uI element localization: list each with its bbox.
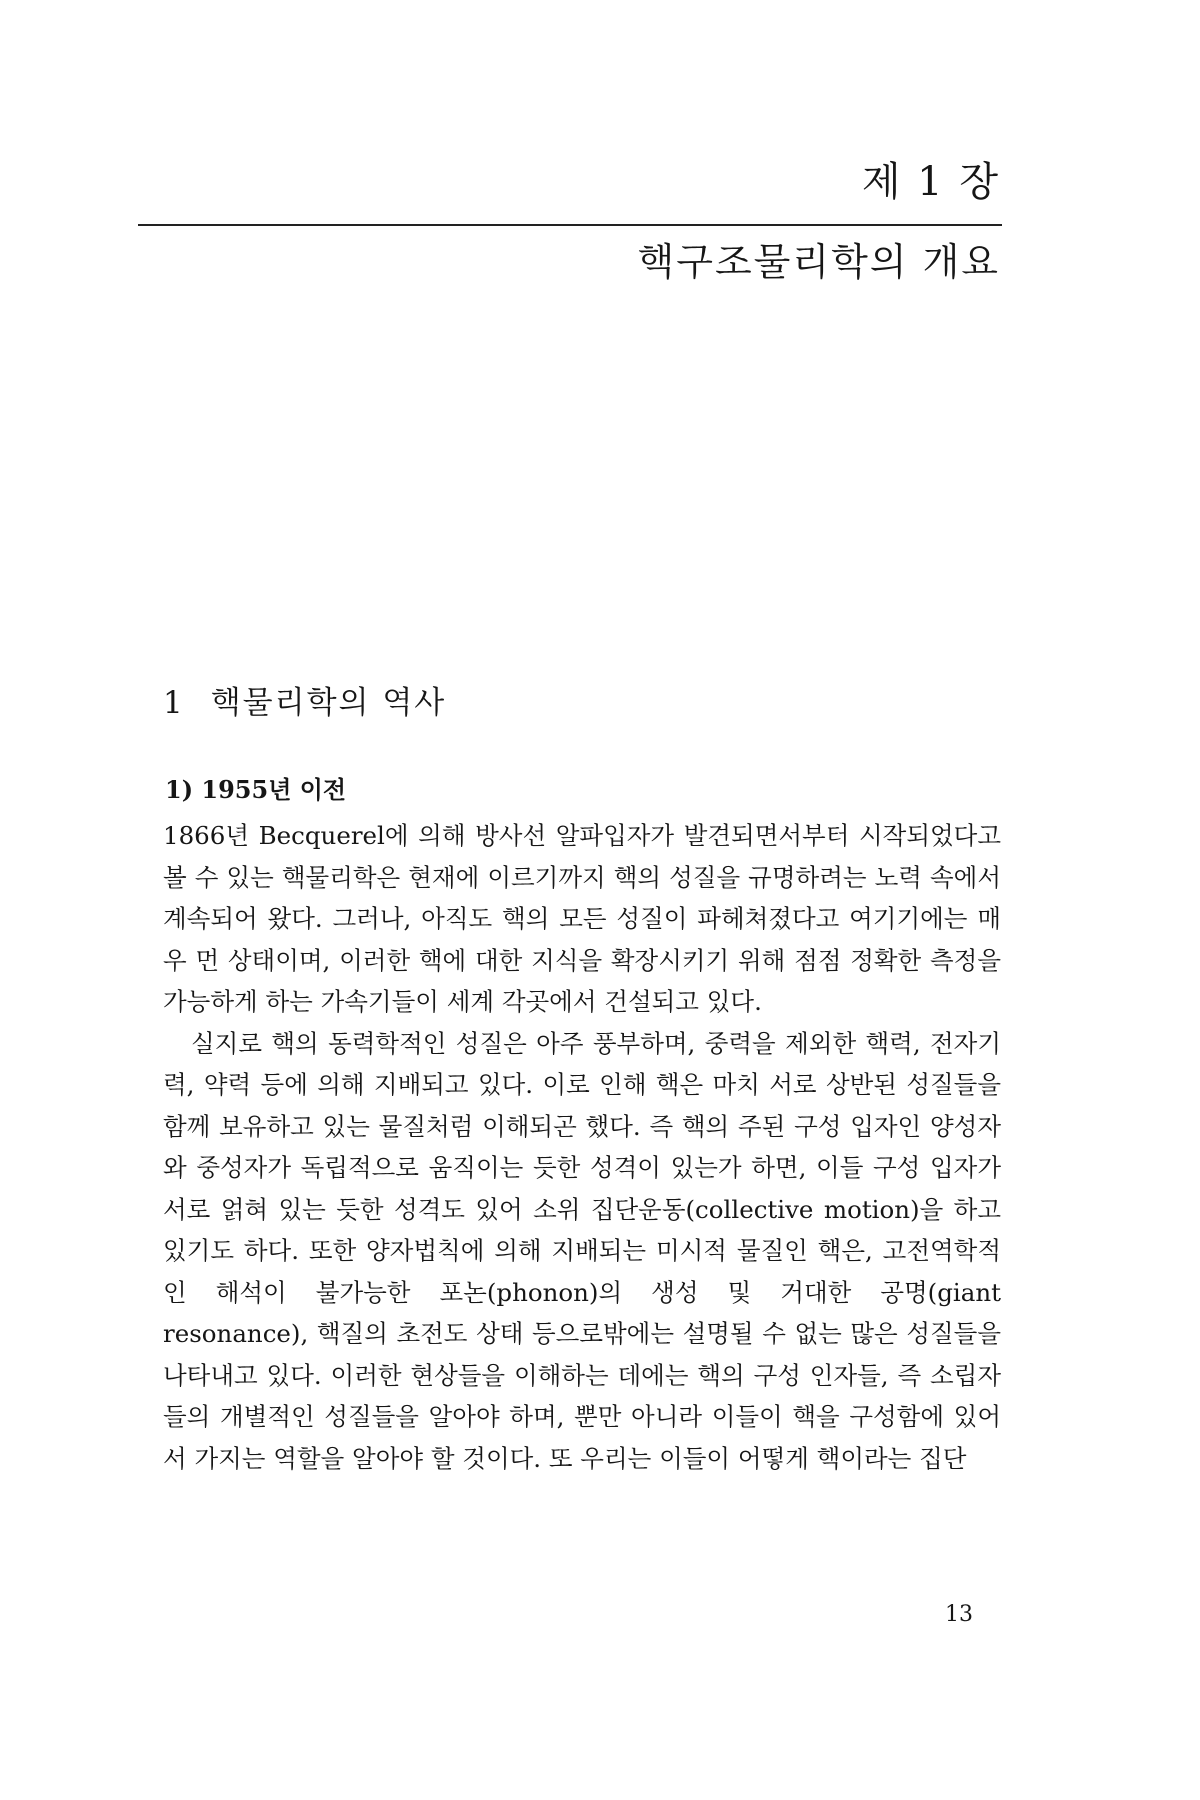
- page-number: 13: [945, 1602, 973, 1627]
- section-number: 1: [163, 685, 185, 721]
- body-text: [163, 815, 1001, 1479]
- paragraph-2: 실지로 핵의 동력학적인 성질은 아주 풍부하며, 중력을 제외한 핵력, 전자기력, 약력 등에 의해 지배되고 있다. 이로 인해 핵은 마치 서로 상반된 성질들을 함께 보유하고 있는 물질처럼 이해되곤 했다. 즉 핵의 주된 구성 입자인 양성자와 중성자가 독립적으로 움직이는 듯한 성격이 있는가 하면, 이들 구성 입자가 서로 얽혀 있는 듯한 성격도 있어 소위 집단운동(collective motion)을 하고 있기도 하다. 또한 양자법칙에 의해 지배되는 미시적 물질인 핵은, 고전역학적인 해석이 불가능한 포논(phonon)의 생성 및 거대한 공명(giant resonance), 핵질의 초전도 상태 등으로밖에는 설명될 수 없는 많은 성질들을 나타내고 있다. 이러한 현상들을 이해하는 데에는 핵의 구성 인자들, 즉 소립자들의 개별적인 성질들을 알아야 하며, 뿐만 아니라 이들이 핵을 구성함에 있어서 가지는 역할을 알아야 할 것이다. 또 우리는 이들이 어떻게 핵이라는 집단: [163, 1028, 1001, 1473]
- chapter-divider: [138, 224, 1002, 226]
- subsection-heading: 1) 1955년 이전: [165, 775, 347, 804]
- chapter-title: 핵구조물리학의 개요: [637, 240, 1000, 284]
- paragraph-1: 1866년 Becquerel에 의해 방사선 알파입자가 발견되면서부터 시작되었다고 볼 수 있는 핵물리학은 현재에 이르기까지 핵의 성질을 규명하려는 노력 속에서 계속되어 왔다. 그러나, 아직도 핵의 모든 성질이 파헤쳐졌다고 여기기에는 매우 먼 상태이며, 이러한 핵에 대한 지식을 확장시키기 위해 점점 정확한 측정을 가능하게 하는 가속기들이 세계 각곳에서 건설되고 있다.: [163, 821, 1001, 1016]
- chapter-label: 제 1 장: [861, 159, 1000, 205]
- section-heading: [163, 685, 447, 721]
- section-title: 핵물리학의 역사: [210, 685, 447, 721]
